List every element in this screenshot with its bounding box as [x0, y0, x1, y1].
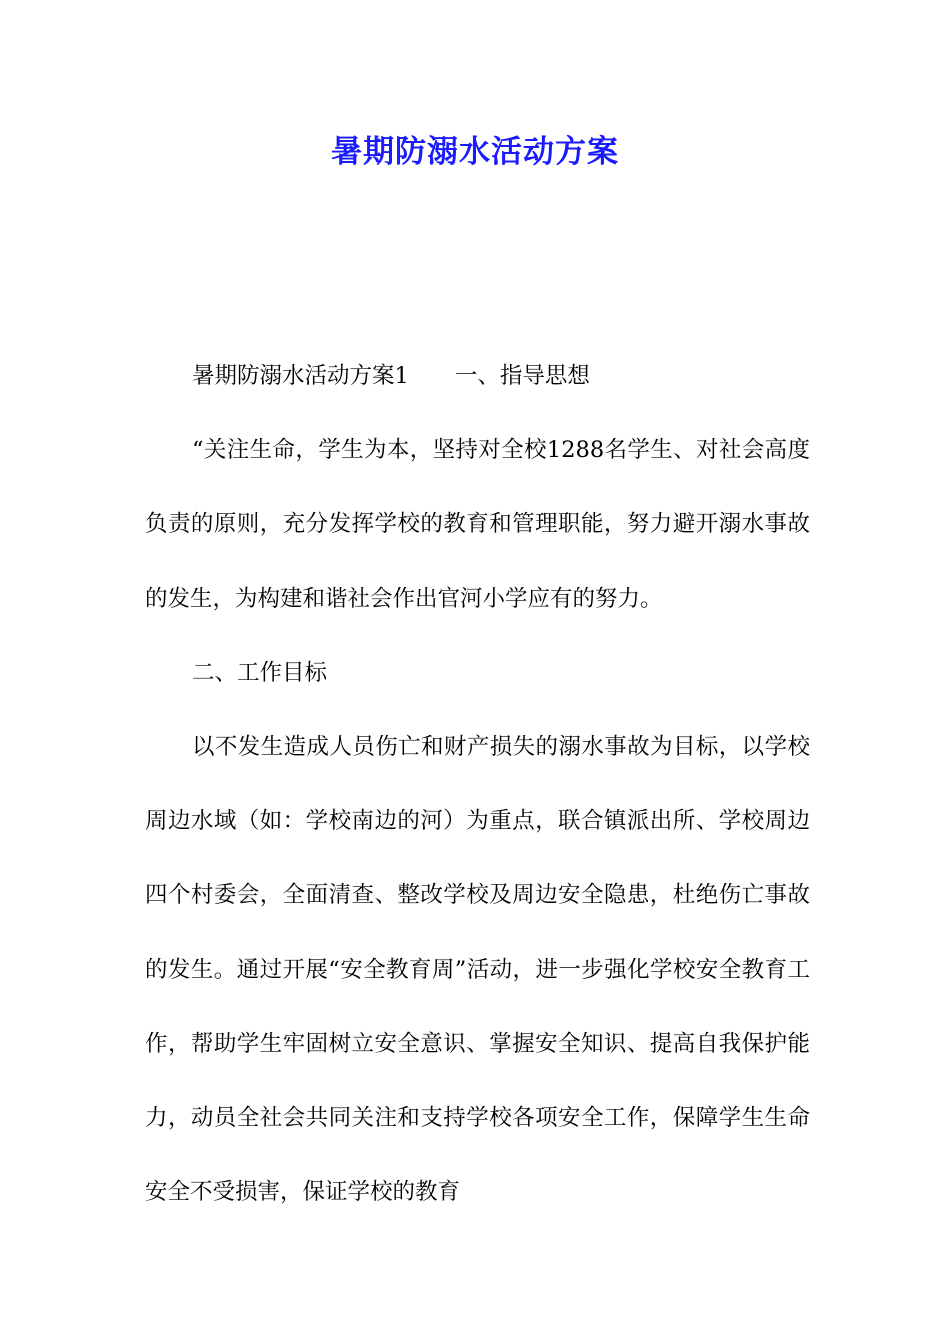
section-heading-work-goals: 二、工作目标 [192, 659, 328, 686]
paragraph-heading-1 [145, 339, 810, 413]
section-heading-guiding-ideology: 一、指导思想 [454, 363, 590, 389]
document-title: 暑期防溺水活动方案 [331, 134, 619, 170]
paragraph-guiding-ideology: “关注生命，学生为本，坚持对全校1288名学生、对社会高度负责的原则，充分发挥学校的教育和管理职能，努力避开溺水事故的发生，为构建和谐社会作出官河小学应有的努力。 [145, 437, 810, 612]
plan-subtitle: 暑期防溺水活动方案1 [192, 363, 409, 389]
paragraph-work-goals: 以不发生造成人员伤亡和财产损失的溺水事故为目标，以学校周边水域（如：学校南边的河）为重点，联合镇派出所、学校周边四个村委会，全面清查、整改学校及周边安全隐患，杜绝伤亡事故的发生。通过开展“安全教育周”活动，进一步强化学校安全教育工作，帮助学生牢固树立安全意识、掌握安全知识、提高自我保护能力，动员全社会共同关注和支持学校各项安全工作，保障学生生命安全不受损害，保证学校的教育 [145, 734, 810, 1206]
document-body [145, 339, 810, 1229]
